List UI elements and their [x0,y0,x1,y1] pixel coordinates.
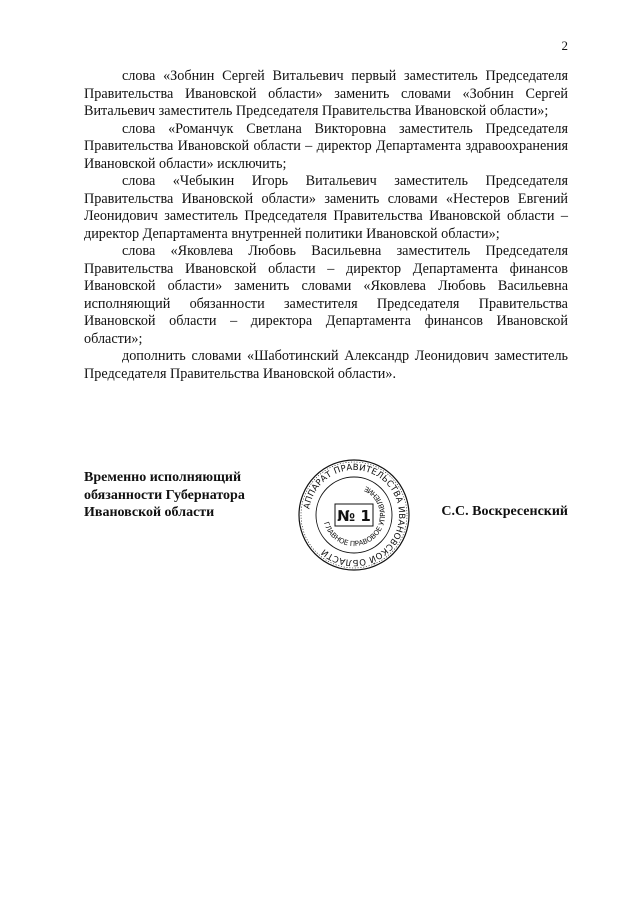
signature-block [84,455,568,575]
paragraph: слова «Яковлева Любовь Васильевна заместитель Председателя Правительства Ивановской области – директор Департамента финансов Ивановской области» заменить словами «Яковлева Любовь Васильевна исполняющий обязанности заместителя Председателя Правительства Ивановской области – директора Департамента финансов Ивановской области»; [84,243,568,347]
seal-ring-text: АППАРАТ ПРАВИТЕЛЬСТВА ИВАНОВСКОЙ ОБЛАСТИ [302,462,407,568]
paragraph: слова «Чебыкин Игорь Витальевич заместитель Председателя Правительства Ивановской области» заменить словами «Нестеров Евгений Леонидович заместитель Председателя Правительства Ивановской области – директор Департамента внутренней политики Ивановской области»; [84,173,568,242]
paragraph: слова «Романчук Светлана Викторовна заместитель Председателя Правительства Ивановской области – директор Департамента здравоохранения Ивановской области» исключить; [84,120,568,172]
paragraph: дополнить словами «Шаботинский Александр Леонидович заместитель Председателя Правительства Ивановской области». [84,348,568,382]
document-body [84,68,568,383]
paragraph: слова «Зобнин Сергей Витальевич первый заместитель Председателя Правительства Ивановской области» заменить словами «Зобнин Сергей Витальевич заместитель Председателя Правительства Ивановской области»; [84,68,568,119]
official-seal [294,455,414,575]
signatory-title-line: Ивановской области [84,505,215,520]
signatory-title-line: Временно исполняющий [84,470,242,485]
page-number: 2 [561,38,568,53]
signatory-title-line: обязанности Губернатора [84,487,245,503]
signatory-name: С.С. Воскресенский [441,504,568,519]
signatory-title [84,469,284,522]
seal-number: № 1 [337,507,371,525]
seal-inner-text: ГЛАВНОЕ ПРАВОВОЕ УПРАВЛЕНИЕ [321,484,388,549]
